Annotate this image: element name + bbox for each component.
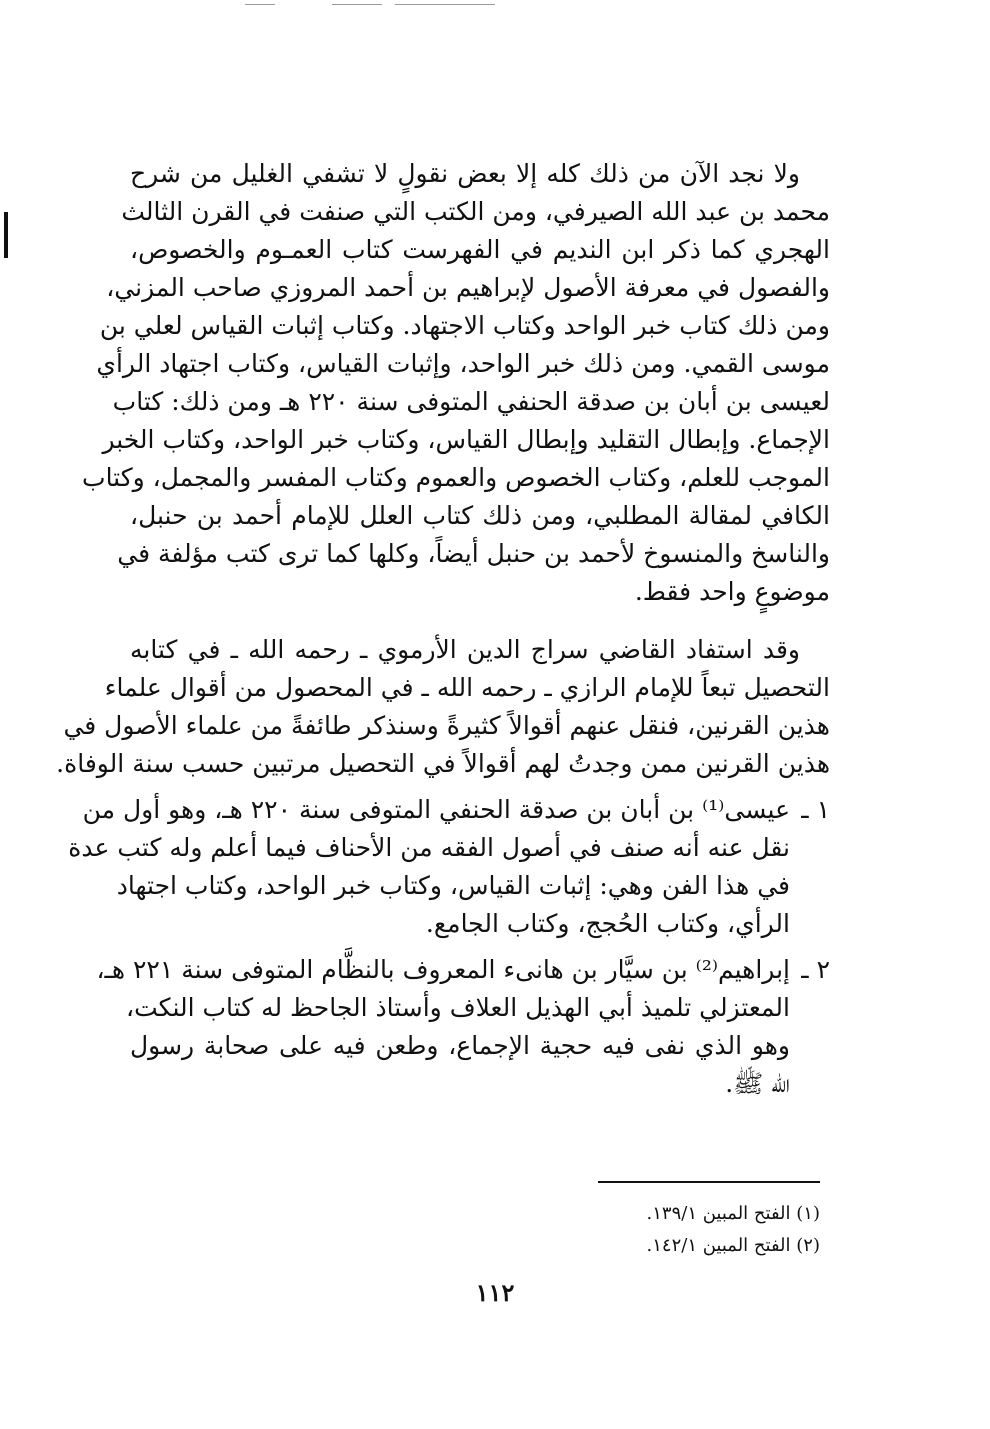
text-line: الموجب للعلم، وكتاب الخصوص والعموم وكتاب المفسر والمجمل، وكتاب [82, 463, 830, 492]
text-line: ولا نجد الآن من ذلك كله إلا بعض نقولٍ لا تشفي الغليل من شرح [130, 159, 800, 188]
top-rule-2 [332, 4, 382, 5]
paragraph-1 [82, 155, 830, 611]
item-number: ٢ ـ [801, 955, 830, 984]
text-line: والفصول في معرفة الأصول لإبراهيم بن أحمد المروزي صاحب المزني، [106, 273, 830, 302]
text-line: الإجماع. وإبطال التقليد وإبطال القياس، وكتاب خبر الواحد، وكتاب الخبر [102, 425, 830, 454]
footnote-1: (١) الفتح المبين ١٣٩/١. [646, 1203, 820, 1224]
text-line: هذين القرنين، فنقل عنهم أقوالاً كثيرةً وسنذكر طائفةً من علماء الأصول في [63, 711, 830, 740]
list-item-1 [68, 791, 830, 943]
margin-mark [4, 212, 8, 258]
text-line: لعيسى بن أبان بن صدقة الحنفي المتوفى سنة ٢٢٠ هـ ومن ذلك: كتاب [112, 387, 830, 416]
text-line: الهجري كما ذكر ابن النديم في الفهرست كتاب العمـوم والخصوص، [130, 235, 830, 264]
text-line: هذين القرنين ممن وجدتُ لهم أقوالاً في التحصيل مرتبين حسب سنة الوفاة. [56, 749, 830, 778]
footnotes [420, 1198, 820, 1262]
text-line: نقل عنه أنه صنف في أصول الفقه من الأحناف فيما أعلم وله كتب عدة [68, 833, 790, 862]
text-line: إبراهيم⁽²⁾ بن سيَّار بن هانىء المعروف بالنظَّام المتوفى سنة ٢٢١ هـ، [96, 955, 790, 984]
text-line: موضوعٍ واحد فقط. [634, 577, 830, 606]
text-line: وقد استفاد القاضي سراج الدين الأرموي ـ رحمه الله ـ في كتابه [130, 635, 800, 664]
top-rule-1 [245, 4, 275, 5]
text-line: التحصيل تبعاً للإمام الرازي ـ رحمه الله ـ في المحصول من أقوال علماء [104, 673, 830, 702]
top-rule-3 [395, 4, 495, 5]
list-item-2 [96, 951, 830, 1103]
page-number: ١١٢ [475, 1278, 515, 1307]
footnote-2: (٢) الفتح المبين ١٤٢/١. [646, 1235, 820, 1256]
text-line: محمد بن عبد الله الصيرفي، ومن الكتب التي صنفت في القرن الثالث [121, 197, 830, 226]
text-line: ومن ذلك كتاب خبر الواحد وكتاب الاجتهاد. وكتاب إثبات القياس لعلي بن [99, 311, 830, 340]
text-line: موسى القمي. ومن ذلك خبر الواحد، وإثبات القياس، وكتاب اجتهاد الرأي [96, 349, 830, 378]
page-body [56, 155, 830, 1103]
text-line: الكافي لمقالة المطلبي، ومن ذلك كتاب العلل للإمام أحمد بن حنبل، [130, 501, 830, 530]
footnote-separator [598, 1181, 820, 1183]
text-line: المعتزلي تلميذ أبي الهذيل العلاف وأستاذ الجاحظ له كتاب النكت، [126, 993, 790, 1022]
text-line: وهو الذي نفى فيه حجية الإجماع، وطعن فيه على صحابة رسول [130, 1031, 790, 1060]
text-line: والناسخ والمنسوخ لأحمد بن حنبل أيضاً، وكلها كما ترى كتب مؤلفة في [117, 539, 830, 568]
text-line: الرأي، وكتاب الحُجج، وكتاب الجامع. [425, 909, 790, 938]
text-line: عيسى⁽¹⁾ بن أبان بن صدقة الحنفي المتوفى سنة ٢٢٠ هـ، وهو أول من [82, 795, 790, 824]
text-line: الله ﷺ. [725, 1069, 790, 1098]
text-line: في هذا الفن وهي: إثبات القياس، وكتاب خبر الواحد، وكتاب اجتهاد [116, 871, 790, 900]
item-number: ١ ـ [801, 795, 830, 824]
paragraph-2 [56, 631, 830, 783]
